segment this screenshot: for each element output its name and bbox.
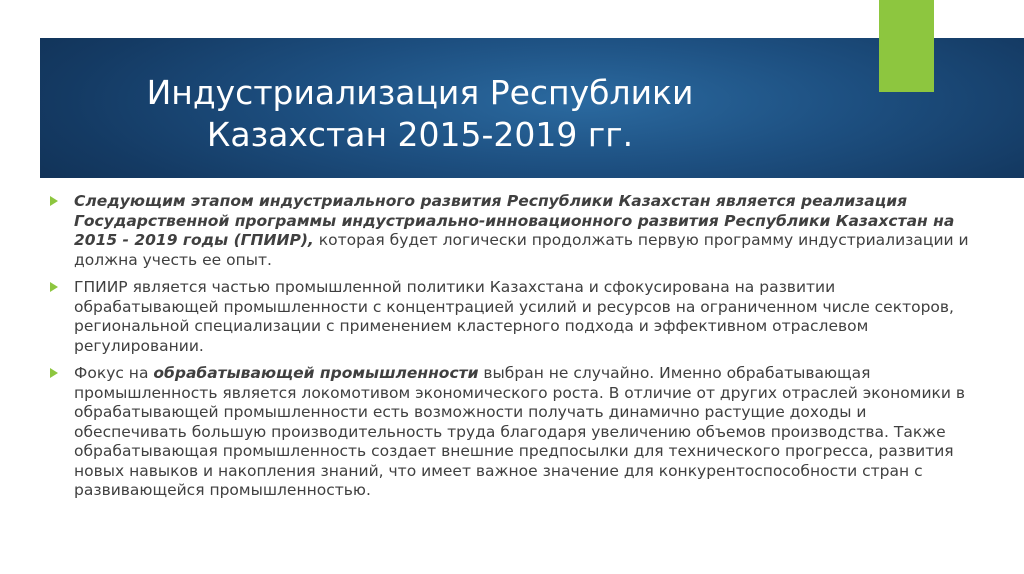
bullet-text: выбран не случайно. Именно обрабатывающая промышленность является локомотивом экономического роста. В отличие от других отраслей экономики в обрабатывающей промышленности есть возможности получать динамично растущие доходы и обеспечивать большую производительность труда благодаря увеличению объемов производства. Также обрабатывающая промышленность создает внешние предпосылки для технического прогресса, развития новых навыков и накопления знаний, что имеет важное значение для конкурентоспособности стран с развивающейся промышленностью.	[74, 364, 966, 499]
triangle-arrow-icon	[50, 282, 58, 292]
accent-bar	[879, 0, 934, 92]
slide-title: Индустриализация Республики Казахстан 2015-2019 гг.	[146, 73, 694, 154]
bullet-item-3	[50, 364, 970, 501]
bullet-item-1	[50, 192, 970, 270]
bullet-emphasis: Следующим этапом индустриального развития Республики Казахстан является реализация Государственной программы индустриально-инновационного развития Республики Казахстан на 2015 - 2019 годы (ГПИИР),	[74, 192, 955, 249]
bullet-prefix: Фокус на	[74, 364, 154, 382]
bullet-text: ГПИИР является частью промышленной политики Казахстана и сфокусирована на развитии обрабатывающей промышленности с концентрацией усилий и ресурсов на ограниченном числе секторов, региональной специализации с применением кластерного подхода и эффективном отраслевом регулировании.	[74, 278, 954, 355]
bullet-text: которая будет логически продолжать первую программу индустриализации и должна учесть ее опыт.	[74, 231, 969, 269]
bullet-item-2	[50, 278, 970, 356]
triangle-arrow-icon	[50, 368, 58, 378]
bullet-emphasis: обрабатывающей промышленности	[153, 364, 479, 382]
triangle-arrow-icon	[50, 196, 58, 206]
slide-body	[50, 192, 970, 509]
